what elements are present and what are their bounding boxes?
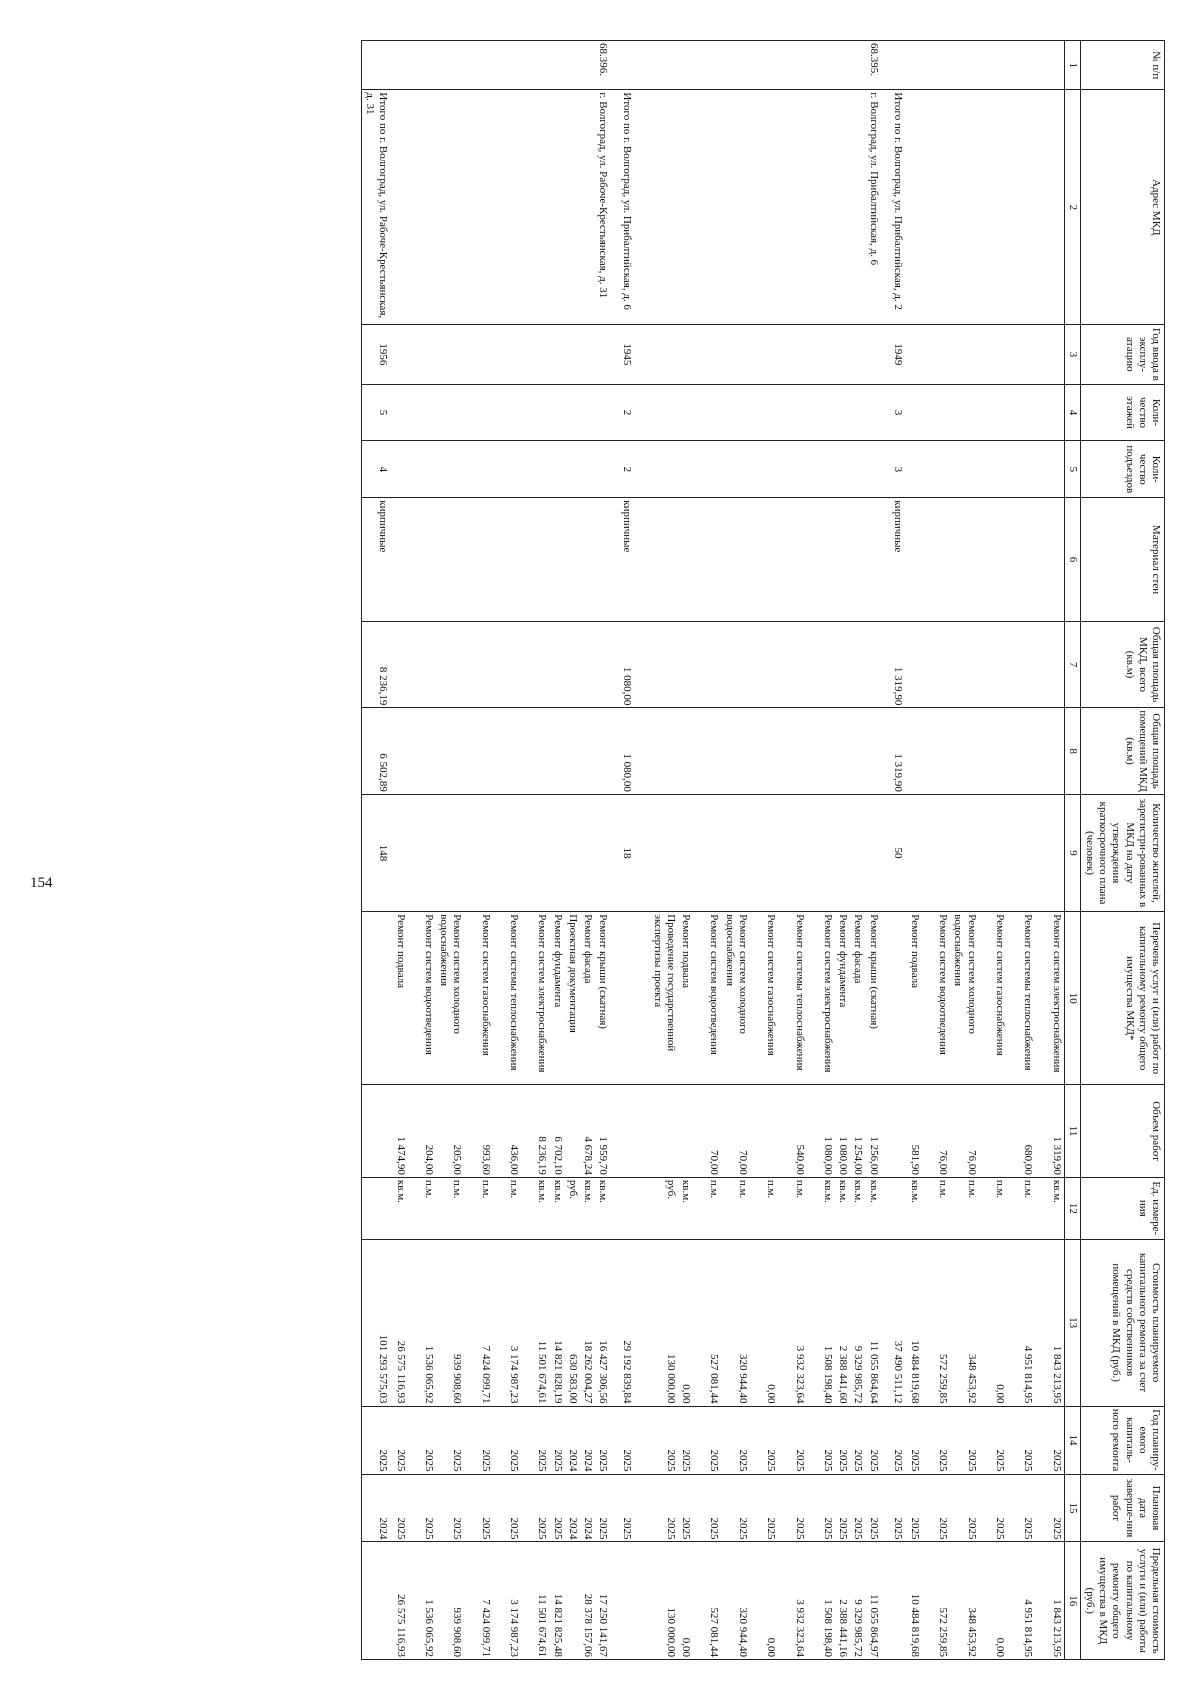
work-name: Ремонт системы теплоснабжения [508,914,521,1071]
work-year: 2025 [551,1449,564,1472]
entrances: 3 [881,441,905,498]
column-number: 14 [1064,1406,1080,1474]
work-limit [564,1544,579,1657]
work-vol: 204,00 [422,1144,435,1175]
floors: 2 [610,384,634,441]
work-end: 2025 [993,1517,1006,1540]
work-cost: 10 484 819,68 [908,1340,921,1404]
work-limit: 348 453,92 [965,1607,978,1657]
header-row [1080,41,1164,1660]
header-cell: Предельная стоимость услуги и (или) работы по капитальному ремонту общего имущества в МКД (руб.) [1080,1542,1164,1660]
cost-list [634,1239,880,1406]
work-end: 2025 [736,1517,749,1540]
work-name: Ремонт фасада [852,914,865,984]
work-year: 2025 [708,1449,721,1472]
work-name: Проведение государственной экспертизы проекта [651,914,677,1052]
work-cost: 9 329 985,72 [852,1345,865,1404]
works-list [905,912,1065,1085]
work-cost: 348 453,92 [965,1354,978,1404]
area-premises: 1 319,90 [881,708,905,795]
capital-repair-table-sheet [45,40,1165,1660]
work-vol [978,1087,1006,1175]
work-vol: 4 678,24 [582,1136,595,1175]
works-row [634,41,880,1660]
column-number: 3 [1064,325,1080,384]
volume-list [390,1085,610,1178]
work-limit: 17 250 141,67 [597,1593,610,1657]
end-list [634,1474,880,1542]
year-list [905,1406,1065,1474]
walls: кирпичные [361,498,390,622]
work-vol: 540,00 [793,1144,806,1175]
work-year: 2025 [597,1449,610,1472]
work-unit: кв.м. [908,1179,921,1203]
column-number: 4 [1064,384,1080,441]
total-end: 2024 [361,1474,390,1542]
cell-address [905,90,1065,325]
work-year: 2025 [451,1449,464,1472]
column-number: 6 [1064,498,1080,622]
work-name: Ремонт фундамента [837,914,850,1008]
year-built: 1945 [610,325,634,384]
work-cost: 11 055 864,64 [867,1340,880,1404]
total-end: 2025 [610,1474,634,1542]
work-unit: руб. [664,1179,677,1199]
work-limit: 4 951 814,95 [1022,1599,1035,1657]
work-cost: 1 536 065,92 [422,1345,435,1404]
work-unit: кв.м. [852,1179,865,1203]
work-end: 2025 [551,1517,564,1540]
work-unit: кв.м. [867,1179,880,1203]
work-unit: кв.м. [821,1179,834,1203]
works-list [390,912,610,1085]
limit-list [905,1542,1065,1660]
work-unit: п.м. [736,1179,749,1199]
walls: кирпичные [881,498,905,622]
entrances: 2 [610,441,634,498]
work-unit: п.м. [451,1179,464,1199]
work-limit: 1 508 198,40 [821,1599,834,1657]
work-cost: 11 501 674,61 [536,1340,549,1404]
work-unit: п.м. [479,1179,492,1199]
work-cost: 7 424 099,71 [479,1345,492,1404]
column-number: 13 [1064,1239,1080,1406]
work-vol: 680,00 [1022,1144,1035,1175]
limit-list [634,1542,880,1660]
total-year: 2025 [610,1406,634,1474]
header-cell: Перечень услуг и (или) работ по капитальному ремонту общего имущества МКД* [1080,912,1164,1085]
entrances: 4 [361,441,390,498]
work-end: 2025 [394,1517,407,1540]
works-list [634,912,880,1085]
total-row [610,41,634,1660]
work-vol: 76,00 [965,1150,978,1175]
work-cost: 130 000,00 [664,1354,677,1404]
work-vol: 1 474,90 [394,1136,407,1175]
work-vol: 1 959,70 [597,1136,610,1175]
work-cost: 0,00 [765,1384,778,1404]
work-year: 2025 [852,1449,865,1472]
header-cell: Объем работ [1080,1085,1164,1178]
work-unit: п.м. [937,1179,950,1199]
work-end: 2025 [965,1517,978,1540]
work-vol: 581,90 [908,1144,921,1175]
work-limit: 1 536 065,92 [422,1599,435,1657]
work-limit: 0,00 [765,1637,778,1657]
works-row [905,41,1065,1660]
column-number-row [1064,41,1080,1660]
work-year: 2025 [680,1449,693,1472]
page-number: 154 [30,875,53,891]
column-number: 5 [1064,441,1080,498]
work-year: 2024 [582,1449,595,1472]
column-number: 10 [1064,912,1080,1085]
work-limit: 572 259,85 [937,1607,950,1657]
work-name: Ремонт подвала [908,914,921,989]
work-vol: 436,00 [508,1144,521,1175]
work-vol: 1 080,00 [821,1136,834,1175]
work-name: Ремонт систем водоотведения [422,914,435,1055]
column-number: 8 [1064,708,1080,795]
header-cell: Материал стен [1080,498,1164,622]
work-year: 2025 [837,1449,850,1472]
work-name: Ремонт систем водоотведения [708,914,721,1055]
work-cost: 26 575 116,93 [394,1340,407,1404]
address: г. Волгоград, ул. Прибалтийская, д. 6 [634,90,880,325]
year-built: 1949 [881,325,905,384]
work-end: 2025 [508,1517,521,1540]
header-cell: Адрес МКД [1080,90,1164,325]
work-vol: 205,00 [451,1144,464,1175]
work-end: 2025 [837,1517,850,1540]
unit-list [905,1177,1065,1239]
work-vol: 1 256,00 [867,1136,880,1175]
work-year: 2025 [508,1449,521,1472]
header-cell: Ед. измере-ния [1080,1177,1164,1239]
end-list [905,1474,1065,1542]
works-row [390,41,610,1660]
work-year: 2025 [937,1449,950,1472]
column-number: 9 [1064,794,1080,911]
work-cost: 1 508 198,40 [821,1345,834,1404]
total-label: Итого по г. Волгоград, ул. Прибалтийская, д. 6 [610,90,634,325]
work-year: 2025 [479,1449,492,1472]
column-number: 2 [1064,90,1080,325]
work-year: 2024 [566,1449,579,1472]
work-name: Ремонт фундамента [551,914,564,1008]
work-cost: 3 174 987,23 [508,1345,521,1404]
header-cell: Плановая дата заверше-ния работ [1080,1474,1164,1542]
work-end: 2025 [664,1517,677,1540]
work-year: 2025 [765,1449,778,1472]
work-end: 2025 [937,1517,950,1540]
total-label: Итого по г. Волгоград, ул. Рабоче-Крестьянская, д. 31 [361,90,390,325]
work-vol: 1 254,00 [852,1136,865,1175]
work-vol: 6 702,10 [551,1136,564,1175]
work-limit: 3 174 987,23 [508,1599,521,1657]
area-total: 1 080,00 [610,621,634,708]
header-cell: Количество жителей, зарегистри-рованных в МКД на дату утверждения краткосрочного плана (человек) [1080,794,1164,911]
work-limit: 2 388 441,16 [837,1599,850,1657]
residents: 50 [881,794,905,911]
work-limit: 0,00 [993,1637,1006,1657]
total-label: Итого по г. Волгоград, ул. Прибалтийская, д. 2 [881,90,905,325]
work-name: Ремонт систем газоснабжения [765,914,778,1056]
work-name: Ремонт систем холодного водоснабжения [952,914,978,1034]
work-end: 2024 [566,1517,579,1540]
work-end: 2025 [422,1517,435,1540]
limit-list [390,1542,610,1660]
column-number: 11 [1064,1085,1080,1178]
work-name: Ремонт систем холодного водоснабжения [438,914,464,1034]
work-vol: 1 080,00 [837,1136,850,1175]
work-end: 2025 [451,1517,464,1540]
column-number: 16 [1064,1542,1080,1660]
work-end: 2025 [1022,1517,1035,1540]
work-cost: 3 932 323,64 [793,1345,806,1404]
work-limit: 9 329 985,72 [852,1599,865,1657]
work-cost: 0,00 [680,1384,693,1404]
work-unit: п.м. [993,1179,1006,1199]
work-unit: п.м. [1022,1179,1035,1199]
header-cell: Общая площадь помещений МКД (кв.м) [1080,708,1164,795]
work-limit: 14 821 825,48 [551,1593,564,1657]
work-cost: 630 583,00 [566,1354,579,1404]
work-unit: п.м. [965,1179,978,1199]
work-vol [635,1087,677,1175]
volume-list [634,1085,880,1178]
header-cell: Стоимость планируемого капитального ремонта за счет средств собственников помещений в МКД (руб.) [1080,1239,1164,1406]
area-total: 8 236,19 [361,621,390,708]
work-end: 2025 [793,1517,806,1540]
work-year: 2025 [867,1449,880,1472]
header-cell: Год ввода в эксплу-атацию [1080,325,1164,384]
work-unit: кв.м. [582,1179,595,1203]
work-limit: 527 081,44 [708,1607,721,1657]
work-end: 2025 [708,1517,721,1540]
area-total: 1 319,90 [881,621,905,708]
cost-list [905,1239,1065,1406]
work-end: 2025 [867,1517,880,1540]
work-end: 2025 [680,1517,693,1540]
work-end: 2025 [1050,1517,1063,1540]
work-limit: 10 484 819,68 [908,1593,921,1657]
work-end: 2025 [821,1517,834,1540]
row-number: 68.395. [634,41,880,90]
unit-list [634,1177,880,1239]
floors: 5 [361,384,390,441]
work-end: 2025 [908,1517,921,1540]
work-unit: п.м. [422,1179,435,1199]
work-vol: 8 236,19 [536,1136,549,1175]
residents: 148 [361,794,390,911]
work-vol [749,1087,777,1175]
work-name: Ремонт систем газоснабжения [993,914,1006,1056]
residents: 18 [610,794,634,911]
work-unit: п.м. [793,1179,806,1199]
column-number: 15 [1064,1474,1080,1542]
column-number: 7 [1064,621,1080,708]
area-premises: 6 502,89 [361,708,390,795]
work-limit: 26 575 116,93 [394,1594,407,1657]
work-unit: п.м. [765,1179,778,1199]
work-name: Ремонт систем электроснабжения [821,914,834,1073]
work-name: Ремонт систем электроснабжения [1050,914,1063,1073]
work-unit: кв.м. [551,1179,564,1203]
work-cost: 939 908,60 [451,1354,464,1404]
header-cell: № п/п [1080,41,1164,90]
work-year: 2025 [993,1449,1006,1472]
work-unit: кв.м. [1050,1179,1063,1203]
work-limit: 28 378 157,06 [582,1593,595,1657]
work-end: 2025 [765,1517,778,1540]
work-end: 2024 [582,1517,595,1540]
header-cell: Общая площадь МКД, всего (кв.м) [1080,621,1164,708]
work-unit: кв.м. [394,1179,407,1203]
work-year: 2025 [793,1449,806,1472]
cost-list [390,1239,610,1406]
work-name: Ремонт системы теплоснабжения [1022,914,1035,1071]
cell-num [905,41,1065,90]
work-name: Ремонт крыши (скатная) [867,914,880,1029]
work-vol: 1 319,90 [1050,1136,1063,1175]
work-limit: 0,00 [680,1637,693,1657]
work-name: Ремонт фасада [582,914,595,984]
work-year: 2025 [821,1449,834,1472]
work-limit: 939 908,60 [451,1607,464,1657]
total-year: 2025 [881,1406,905,1474]
work-limit: 11 501 674,61 [536,1594,549,1657]
work-year: 2025 [965,1449,978,1472]
total-end: 2025 [881,1474,905,1542]
work-name: Ремонт систем водоотведения [937,914,950,1055]
floors: 3 [881,384,905,441]
work-limit: 11 055 864,97 [867,1594,880,1657]
year-built: 1956 [361,325,390,384]
work-unit: п.м. [508,1179,521,1199]
work-cost: 18 262 004,27 [582,1340,595,1404]
work-year: 2025 [536,1449,549,1472]
work-cost: 527 081,44 [708,1354,721,1404]
column-number: 12 [1064,1177,1080,1239]
year-list [390,1406,610,1474]
work-vol: 70,00 [736,1150,749,1175]
work-vol: 70,00 [708,1150,721,1175]
work-end: 2025 [536,1517,549,1540]
work-name: Ремонт систем газоснабжения [479,914,492,1056]
total-cost: 37 490 511,12 [881,1239,905,1406]
column-number: 1 [1064,41,1080,90]
volume-list [905,1085,1065,1178]
work-year: 2025 [422,1449,435,1472]
work-name: Ремонт систем электроснабжения [536,914,549,1073]
work-limit: 3 932 323,64 [793,1599,806,1657]
year-list [634,1406,880,1474]
work-name: Проектная документация [566,914,579,1033]
total-row [361,41,390,1660]
work-limit: 320 944,40 [736,1607,749,1657]
work-cost: 2 388 441,60 [837,1345,850,1404]
work-year: 2025 [908,1449,921,1472]
total-row [881,41,905,1660]
work-cost: 320 944,40 [736,1354,749,1404]
header-cell: Год планиру-емого капиталь-ного ремонта [1080,1406,1164,1474]
work-cost: 1 843 213,95 [1050,1345,1063,1404]
work-year: 2025 [1022,1449,1035,1472]
work-unit: руб. [566,1179,579,1199]
work-year: 2025 [664,1449,677,1472]
header-cell: Коли-чество этажей [1080,384,1164,441]
work-vol [677,1087,692,1175]
work-vol: 993,60 [479,1144,492,1175]
work-unit: кв.м. [680,1179,693,1203]
total-cost: 29 192 839,84 [610,1239,634,1406]
work-cost: 14 821 828,19 [551,1340,564,1404]
work-year: 2025 [1050,1449,1063,1472]
work-cost: 4 951 814,95 [1022,1345,1035,1404]
work-name: Ремонт подвала [680,914,693,989]
total-year: 2025 [361,1406,390,1474]
work-limit: 7 424 099,71 [479,1599,492,1657]
unit-list [390,1177,610,1239]
work-vol [564,1087,579,1175]
work-limit: 130 000,00 [664,1607,677,1657]
total-cost: 101 293 575,03 [361,1239,390,1406]
work-cost: 0,00 [993,1384,1006,1404]
work-name: Ремонт систем холодного водоснабжения [723,914,749,1034]
walls: кирпичные [610,498,634,622]
work-cost: 572 259,85 [937,1354,950,1404]
row-number: 68.396. [390,41,610,90]
end-list [390,1474,610,1542]
work-end: 2025 [852,1517,865,1540]
area-premises: 1 080,00 [610,708,634,795]
work-unit: п.м. [708,1179,721,1199]
work-end: 2025 [597,1517,610,1540]
work-name: Ремонт подвала [394,914,407,989]
work-end: 2025 [479,1517,492,1540]
work-unit: кв.м. [597,1179,610,1203]
work-year: 2025 [736,1449,749,1472]
work-vol: 76,00 [937,1150,950,1175]
address: г. Волгоград, ул. Рабоче-Крестьянская, д. 31 [390,90,610,325]
work-cost: 16 427 306,56 [597,1340,610,1404]
work-name: Ремонт системы теплоснабжения [793,914,806,1071]
work-year: 2025 [394,1449,407,1472]
header-cell: Коли-чество подъездов [1080,441,1164,498]
work-limit: 1 843 213,95 [1050,1599,1063,1657]
work-unit: кв.м. [837,1179,850,1203]
work-name: Ремонт крыши (скатная) [597,914,610,1029]
capital-repair-table [361,40,1165,1660]
work-unit: кв.м. [536,1179,549,1203]
